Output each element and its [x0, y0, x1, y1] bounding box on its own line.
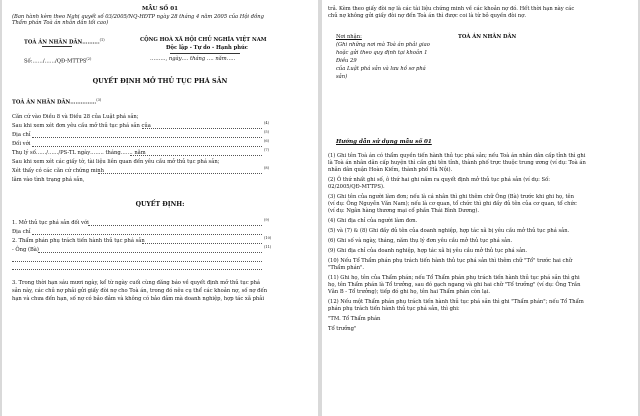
item-1-fill — [88, 225, 262, 226]
item-3-line-1: 3. Trong thời hạn sáu mươi ngày, kể từ ngày cuối cùng đăng báo về quyết định mở thủ tục phá — [12, 280, 261, 286]
recipient-line-2: hoặc gửi theo quy định tại khoản 1 — [336, 50, 428, 56]
decision-number: Số:……/……/QĐ-MTTPS$^{(2)}$ — [24, 57, 92, 65]
decide-heading: QUYẾT ĐỊNH: — [135, 201, 185, 208]
decision-title: QUYẾT ĐỊNH MỞ THỦ TỤC PHÁ SẢN — [92, 77, 228, 85]
guide-3a: (3) Ghi tên của người làm đơn; nếu là cá nhân thì ghi thêm chữ Ông (Bà) trước khi ghi họ, tên — [328, 194, 574, 200]
request-line: Sau khi xem xét đơn yêu cầu mở thủ tục phá sản của — [12, 123, 151, 129]
item-3-line-3: hạn và chưa đến hạn, số nợ có bảo đảm và không có bảo đảm mà doanh nghiệp, hợp tác xã phải — [12, 296, 265, 302]
recipient-line-3: Điều 29 — [336, 58, 357, 64]
note-7: (7) — [264, 148, 269, 152]
guide-3c: (ví dụ: Ngân hàng thương mại cổ phần Thái Bình Dương). — [328, 208, 480, 214]
guide-9b: họ, tên Thẩm phán là Tổ trưởng, sau đó gạch ngang và ghi hai chữ "Tổ trưởng" (ví dụ: Ông Trần — [328, 282, 581, 288]
continued-line-2: chủ nợ không gửi giấy đòi nợ đến Toà án thì được coi là từ bỏ quyền đòi nợ. — [328, 13, 526, 19]
note-6: (6) — [264, 139, 269, 143]
item-2-judge: - Ông (Bà) — [12, 247, 39, 253]
guide-8a: (10) Nếu Tổ Thẩm phán phụ trách tiến hành thủ tục phá sản thì thêm chữ "Tổ" trước hai chữ — [328, 258, 573, 264]
court-header: TOÀ ÁN NHÂN DÂN……….$^{(1)}$ — [24, 38, 105, 46]
guide-5: (5) và (7) & (8) Ghi đầy đủ tên của doanh nghiệp, hợp tác xã bị yêu cầu mở thủ tục phá sản. — [328, 228, 570, 234]
subject-fill — [32, 146, 262, 147]
recipient-line-5: sản) — [336, 74, 348, 80]
document-page-left — [2, 0, 318, 416]
form-subtitle-line-1: (Ban hành kèm theo Nghị quyết số 03/2005/NQ-HĐTP ngày 28 tháng 4 năm 2005 của Hội đồng — [12, 14, 264, 20]
guide-6: (6) Ghi số và ngày, tháng, năm thụ lý đơn yêu cầu mở thủ tục phá sản. — [328, 238, 513, 244]
guide-2b: 02/2005/QĐ-MTTPS). — [328, 184, 385, 190]
document-page-right — [322, 0, 638, 416]
guide-10b: phán phụ trách tiến hành thủ tục phá sản, thì ghi: — [328, 306, 460, 312]
guide-1c: nhân dân quận Hoàn Kiếm, thành phố Hà Nội). — [328, 167, 453, 173]
evidence-fill — [98, 173, 262, 174]
court-underline — [42, 46, 72, 47]
item-1: 1. Mở thủ tục phá sản đối với — [12, 220, 89, 226]
item-3-line-2: sản này, các chủ nợ phải gửi giấy đòi nợ cho Toà án, trong đó nêu cụ thể các khoản nợ, số nợ đến — [12, 288, 268, 294]
guide-1b: là Toà án nhân dân cấp huyện thì cần ghi tên tỉnh, thành phố trực thuộc trung ương (ví dụ: Toà án — [328, 160, 586, 166]
legal-basis-line: Căn cứ vào Điều 8 và Điều 28 của Luật phá sản; — [12, 114, 139, 120]
guide-9a: (11) Ghi họ, tên của Thẩm phán; nếu Tổ Thẩm phán phụ trách tiến hành thủ tục phá sản thì ghi — [328, 275, 580, 281]
republic-header: CỘNG HOÀ XÃ HỘI CHỦ NGHĨA VIỆT NAM — [140, 37, 267, 43]
court-name-line: TOÀ ÁN NHÂN DÂN……………$^{(3)}$ — [12, 98, 102, 106]
note-4: (4) — [264, 121, 269, 125]
motto-underline — [170, 53, 240, 54]
recipient-line-4: của Luật phá sản và lưu hồ sơ phá — [336, 66, 426, 72]
request-fill — [142, 128, 262, 129]
bankruptcy-state-line: lâm vào tình trạng phá sản, — [12, 177, 85, 183]
subject-line: Đối với — [12, 141, 31, 147]
item-2-judge-fill — [38, 252, 262, 253]
continued-line-1: trả. Kèm theo giấy đòi nợ là các tài liệu chứng minh về các khoản nợ đó. Hết thời hạn này các — [328, 6, 575, 12]
guide-10c: "TM. Tổ Thẩm phán — [328, 316, 381, 322]
recipient-line-1: (Ghi những nơi mà Toà án phải giao — [336, 42, 430, 48]
note-8: (8) — [264, 166, 269, 170]
guide-1a: (1) Ghi tên Toà án có thẩm quyền tiến hành thủ tục phá sản; nếu Toà án nhân dân cấp tỉnh thì ghi — [328, 153, 586, 159]
guide-9c: Văn B - Tổ trưởng); tiếp đó ghi họ, tên hai Thẩm phán còn lại. — [328, 289, 491, 295]
form-subtitle-line-2: Thẩm phán Toà án nhân dân tối cao) — [12, 20, 109, 26]
item-2-blank-1 — [12, 261, 262, 262]
guide-title: Hướng dẫn sử dụng mẫu số 01 — [336, 139, 432, 145]
guide-7: (9) Ghi địa chỉ của doanh nghiệp, hợp tác xã bị yêu cầu mở thủ tục phá sản. — [328, 248, 528, 254]
address-line: Địa chỉ — [12, 132, 31, 138]
guide-4: (4) Ghi địa chỉ của người làm đơn. — [328, 218, 418, 224]
form-title: MẪU SỐ 01 — [142, 6, 179, 12]
note-10: (10) — [264, 236, 272, 240]
item-1-address-fill — [32, 234, 262, 235]
item-2-fill — [142, 243, 262, 244]
documents-line: Sau khi xem xét các giấy tờ, tài liệu liên quan đến yêu cầu mở thủ tục phá sản; — [12, 159, 220, 165]
evidence-line: Xét thấy có các căn cứ chứng minh — [12, 168, 104, 174]
note-9: (9) — [264, 218, 269, 222]
item-2: 2. Thẩm phán phụ trách tiến hành thủ tục phá sản — [12, 238, 145, 244]
national-motto: Độc lập - Tự do - Hạnh phúc — [166, 45, 248, 51]
case-number-fill — [130, 155, 262, 156]
recipient-label: Nơi nhận: — [336, 34, 362, 40]
court-signature-block: TOÀ ÁN NHÂN DÂN — [458, 34, 517, 40]
guide-2a: (2) Ô thứ nhất ghi số, ô thứ hai ghi năm ra quyết định mở thủ tục phá sản (ví dụ: Số: — [328, 177, 550, 183]
item-1-address: Địa chỉ — [12, 229, 31, 235]
note-5: (5) — [264, 130, 269, 134]
guide-10d: Tổ trưởng" — [328, 326, 357, 332]
guide-10a: (12) Nếu một Thẩm phán phụ trách tiến hành thủ tục phá sản thì ghi "Thẩm phán"; nếu Tổ Thẩm — [328, 299, 584, 305]
note-11: (11) — [264, 245, 272, 249]
guide-8b: "Thẩm phán". — [328, 265, 365, 271]
case-number-line: Thụ lý số……/……/PS-TL ngày…….. tháng……. năm — [12, 150, 146, 156]
guide-3b: (ví dụ: Ông Nguyễn Văn Nam); nếu là cơ quan, tổ chức thì ghi đầy đủ tên của cơ quan, tổ chức — [328, 201, 577, 207]
item-2-blank-2 — [12, 269, 262, 270]
address-fill — [32, 137, 262, 138]
decision-date: ………, ngày…. tháng …. năm….. — [150, 56, 236, 62]
